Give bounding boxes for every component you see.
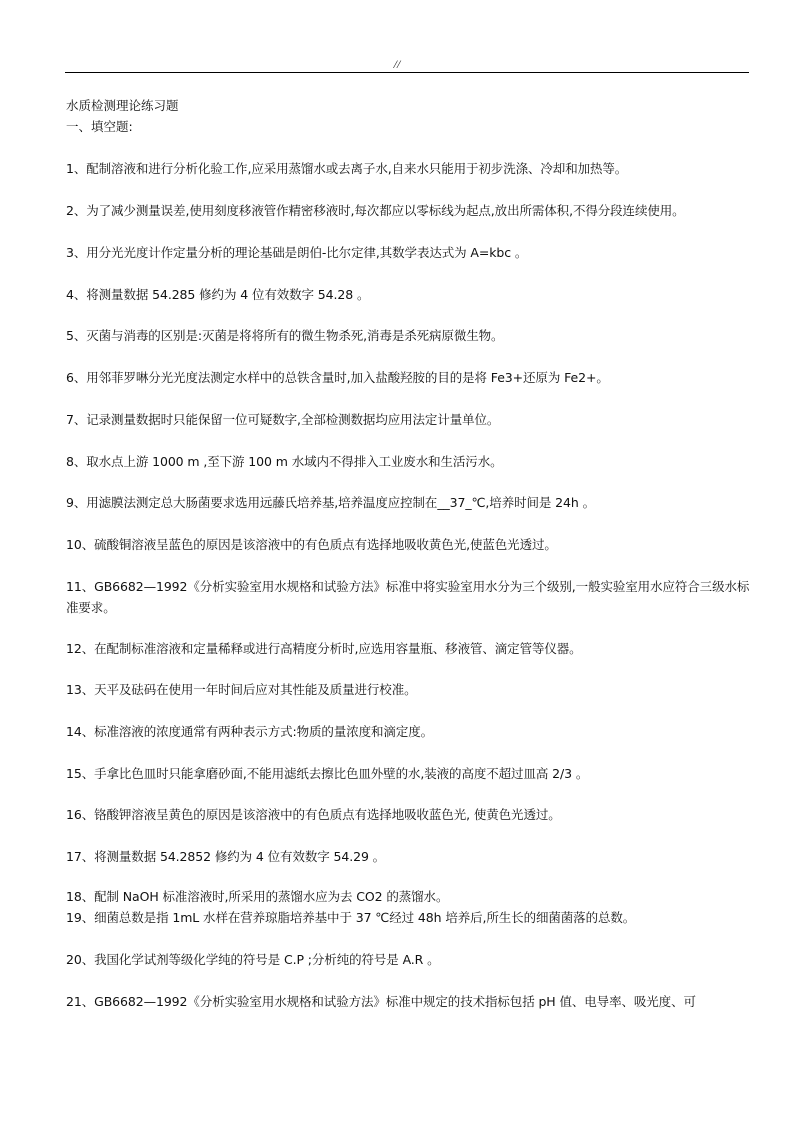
list-item: 8、取水点上游 1000 m ,至下游 100 m 水域内不得排入工业废水和生活污水。 xyxy=(66,454,503,469)
list-item: 6、用邻菲罗啉分光光度法测定水样中的总铁含量时,加入盐酸羟胺的目的是将 Fe3+还原为 Fe2+。 xyxy=(66,370,609,385)
list-item: 7、记录测量数据时只能保留一位可疑数字,全部检测数据均应用法定计量单位。 xyxy=(66,412,500,427)
list-item: 1、配制溶液和进行分析化验工作,应采用蒸馏水或去离子水,自来水只能用于初步洗涤、冷却和加热等。 xyxy=(66,161,628,176)
list-item: 4、将测量数据 54.285 修约为 4 位有效数字 54.28 。 xyxy=(66,287,370,302)
section-heading: 一、填空题: xyxy=(66,119,133,134)
list-item: 10、硫酸铜溶液呈蓝色的原因是该溶液中的有色质点有选择地吸收黄色光,使蓝色光透过。 xyxy=(66,537,557,552)
document-title: 水质检测理论练习题 xyxy=(66,98,179,113)
list-item: 2、为了减少测量误差,使用刻度移液管作精密移液时,每次都应以零标线为起点,放出所需体积,不得分段连续使用。 xyxy=(66,203,685,218)
page-header-mark: // xyxy=(393,57,401,71)
list-item: 12、在配制标准溶液和定量稀释或进行高精度分析时,应选用容量瓶、移液管、滴定管等仪器。 xyxy=(66,641,582,656)
list-item: 9、用滤膜法测定总大肠菌要求选用远藤氏培养基,培养温度应控制在__37_℃,培养时间是 24h 。 xyxy=(66,495,595,510)
list-item: 18、配制 NaOH 标准溶液时,所采用的蒸馏水应为去 CO2 的蒸馏水。 xyxy=(66,889,449,904)
list-item: 19、细菌总数是指 1mL 水样在营养琼脂培养基中于 37 ℃经过 48h 培养后,所生长的细菌菌落的总数。 xyxy=(66,910,636,925)
list-item: 5、灭菌与消毒的区别是:灭菌是将将所有的微生物杀死,消毒是杀死病原微生物。 xyxy=(66,328,504,343)
list-item: 15、手拿比色皿时只能拿磨砂面,不能用滤纸去擦比色皿外壁的水,装液的高度不超过皿高 2/3 。 xyxy=(66,766,589,781)
list-item: 21、GB6682—1992《分析实验室用水规格和试验方法》标准中规定的技术指标包括 pH 值、电导率、吸光度、可 xyxy=(66,994,696,1009)
list-item: 11、GB6682—1992《分析实验室用水规格和试验方法》标准中将实验室用水分为三个级别,一般实验室用水应符合三级水标准要求。 xyxy=(66,579,750,615)
list-item: 3、用分光光度计作定量分析的理论基础是朗伯-比尔定律,其数学表达式为 A=kbc 。 xyxy=(66,245,528,260)
list-item: 13、天平及砝码在使用一年时间后应对其性能及质量进行校准。 xyxy=(66,682,417,697)
list-item: 20、我国化学试剂等级化学纯的符号是 C.P ;分析纯的符号是 A.R 。 xyxy=(66,952,440,967)
list-item: 16、铬酸钾溶液呈黄色的原因是该溶液中的有色质点有选择地吸收蓝色光, 使黄色光透过。 xyxy=(66,807,561,822)
list-item: 17、将测量数据 54.2852 修约为 4 位有效数字 54.29 。 xyxy=(66,849,386,864)
header-divider xyxy=(65,72,749,73)
list-item: 14、标准溶液的浓度通常有两种表示方式:物质的量浓度和滴定度。 xyxy=(66,724,434,739)
